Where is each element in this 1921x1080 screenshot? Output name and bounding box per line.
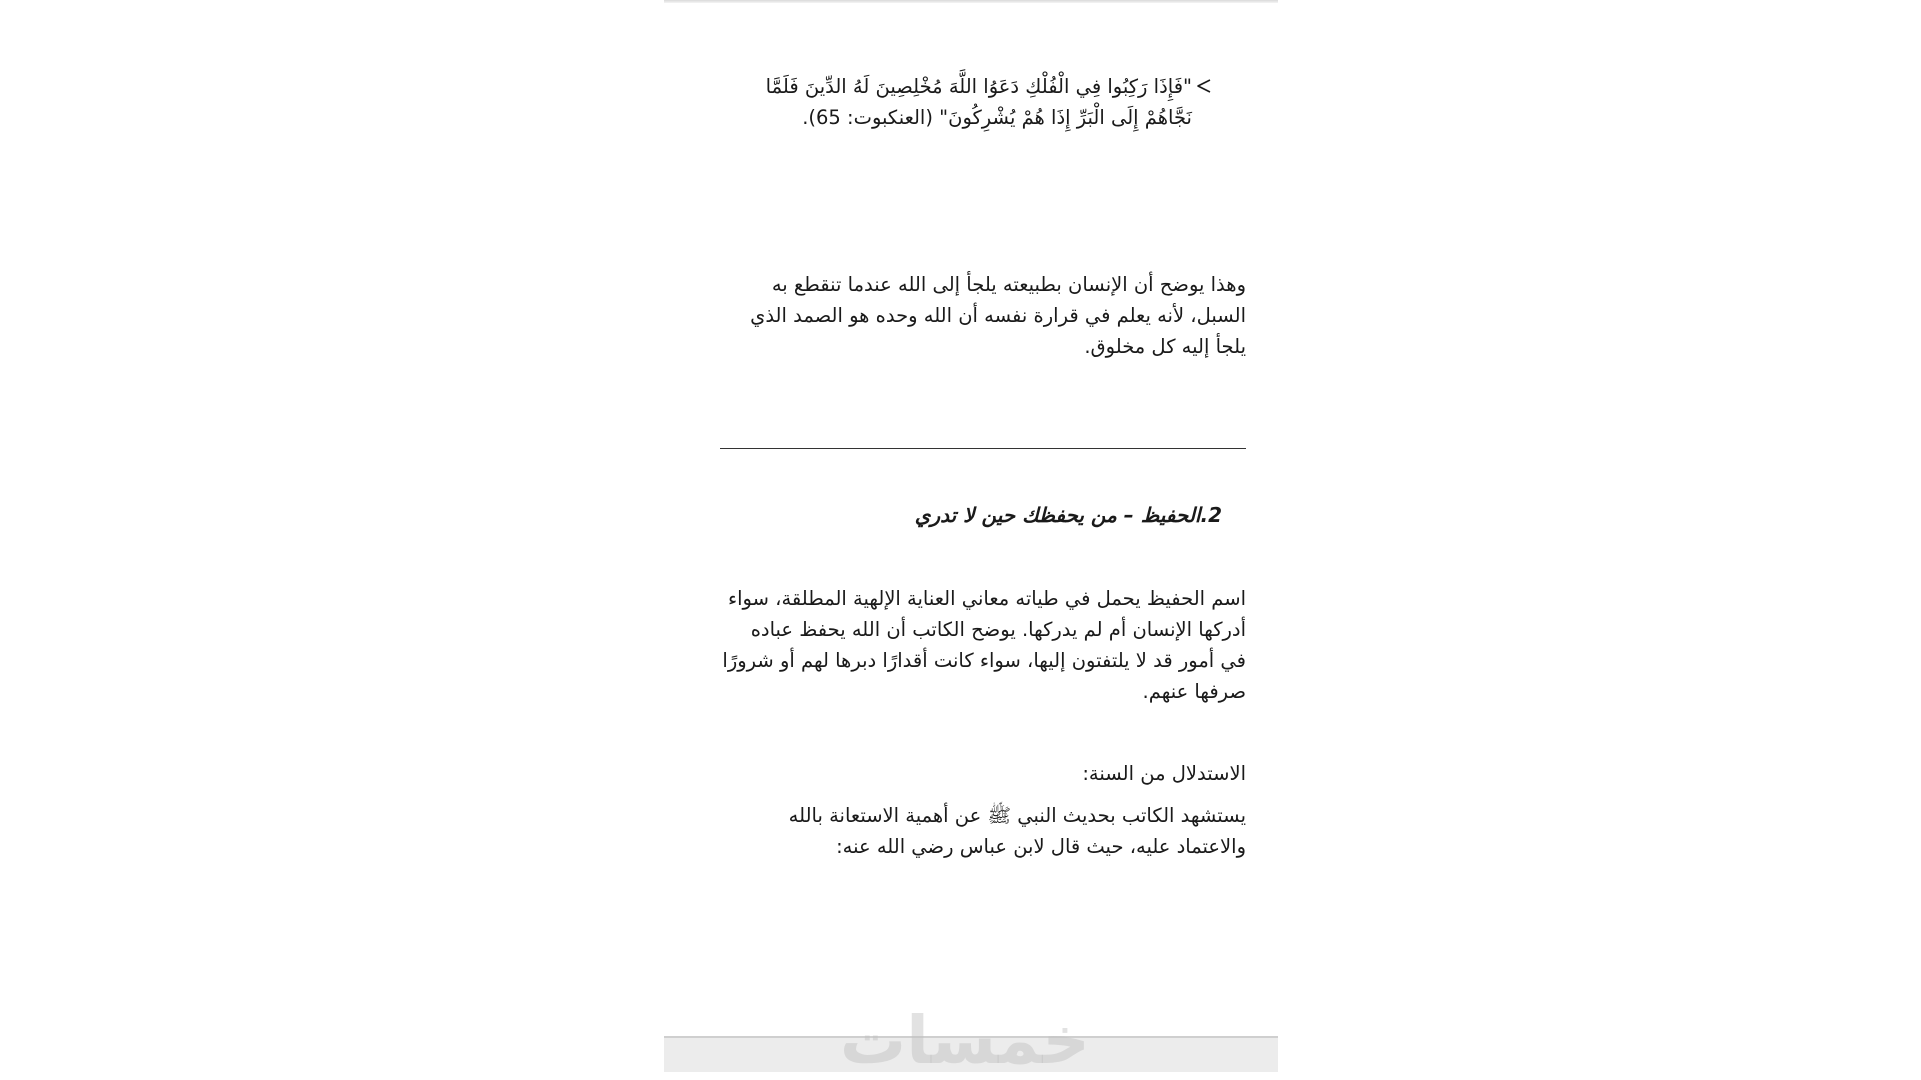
section-heading: 2.الحفيظ – من يحفظك حين لا تدري <box>914 503 1222 527</box>
paragraph-human-nature: وهذا يوضح أن الإنسان بطبيعته يلجأ إلى الله عندما تنقطع به السبل، لأنه يعلم في قرارة نفسه أن الله وحده هو الصمد الذي يلجأ إليه كل مخلوق. <box>750 273 1246 358</box>
paragraph-hadith-intro: يستشهد الكاتب بحديث النبي ﷺ عن أهمية الاستعانة بالله والاعتماد عليه، حيث قال لابن عباس رضي الله عنه: <box>788 804 1246 858</box>
arrow-bullet-icon <box>1194 77 1212 95</box>
paragraph-al-hafeez: اسم الحفيظ يحمل في طياته معاني العناية الإلهية المطلقة، سواء أدركها الإنسان أم لم يدركها. يوضح الكاتب أن الله يحفظ عباده في أمور قد لا يلتفتون إليها، سواء كانت أقدارًا دبرها لهم أو شرورًا صرفها عنهم. <box>722 587 1246 703</box>
horizontal-divider <box>720 448 1246 449</box>
sunnah-evidence-label: الاستدلال من السنة: <box>1082 762 1246 785</box>
document-page <box>664 3 1278 1039</box>
watermark-logo: خمسات <box>839 1002 1090 1079</box>
quran-verse: "فَإِذَا رَكِبُوا فِي الْفُلْكِ دَعَوُا اللَّهَ مُخْلِصِينَ لَهُ الدِّينَ فَلَمَّا نَجَّاهُمْ إِلَى الْبَرِّ إِذَا هُمْ يُشْرِكُونَ" (العنكبوت: 65). <box>765 75 1192 129</box>
